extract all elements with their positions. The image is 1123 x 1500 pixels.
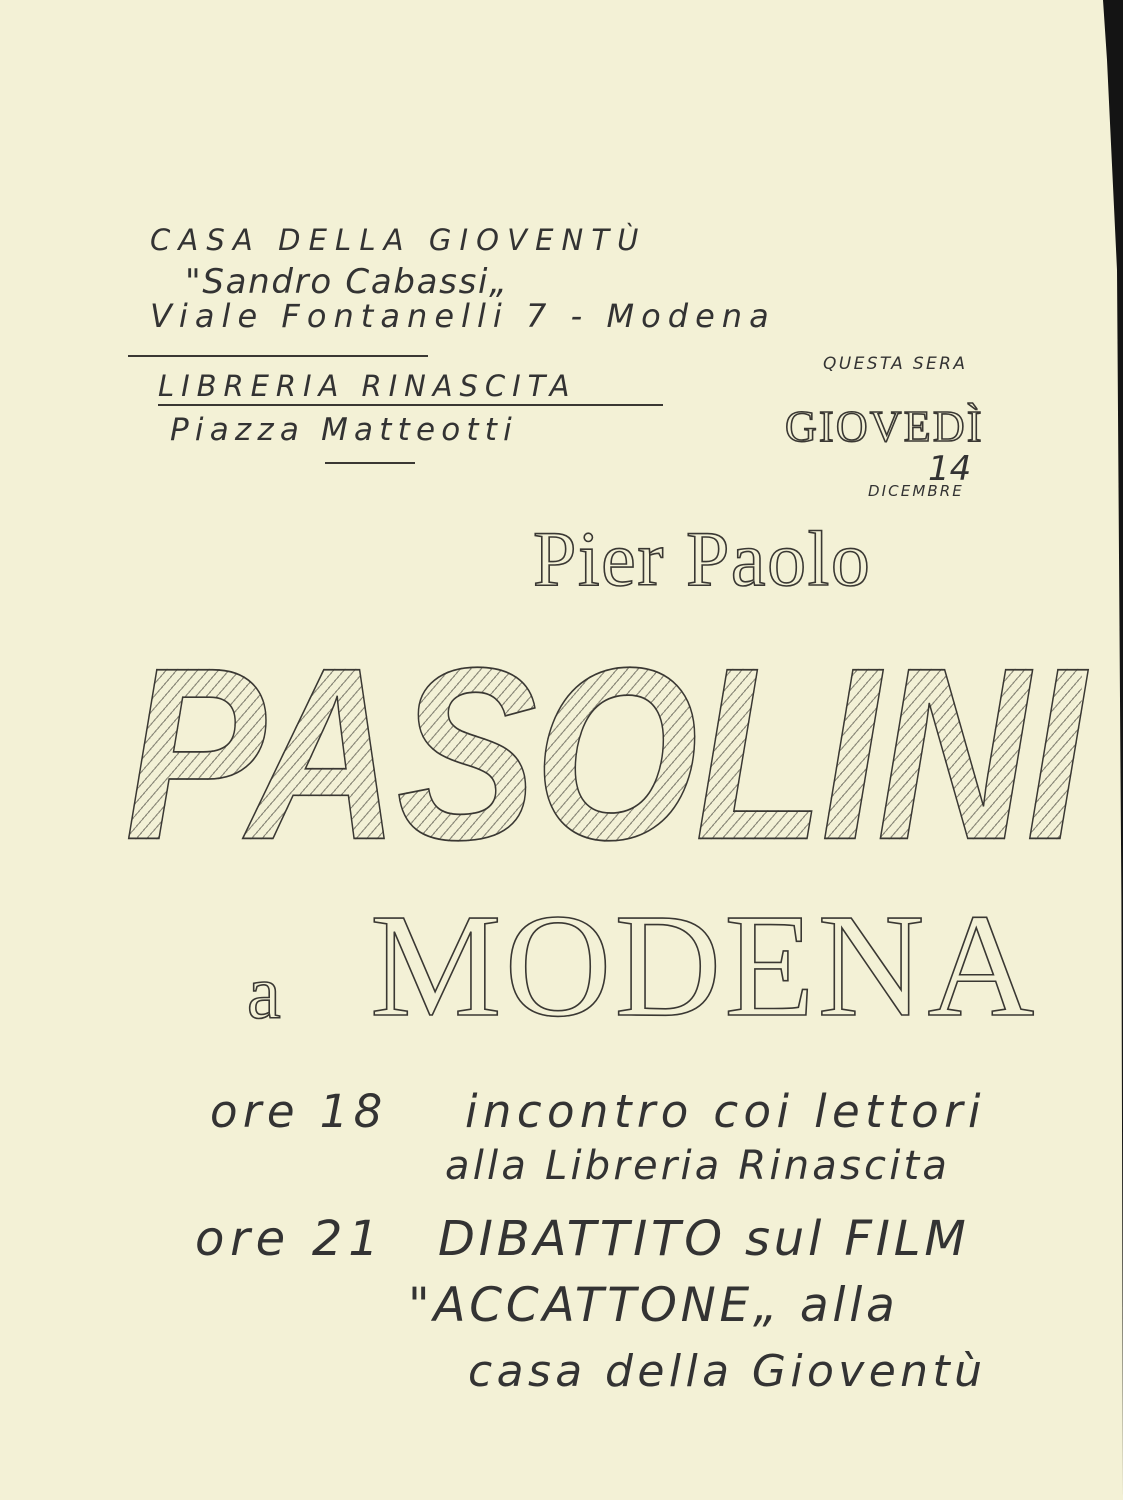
underline-rule bbox=[158, 404, 663, 406]
event-2-place: casa della Gioventù bbox=[468, 1346, 987, 1397]
speaker-first-name: Pier Paolo bbox=[533, 515, 872, 602]
city-prefix: a bbox=[247, 951, 281, 1035]
date-month: DICEMBRE bbox=[868, 482, 964, 500]
event-1-description: incontro coi lettori bbox=[465, 1085, 986, 1138]
date-evening-label: QUESTA SERA bbox=[823, 354, 968, 374]
organizer-name: CASA DELLA GIOVENTÙ bbox=[150, 223, 647, 257]
date-day: 14 bbox=[928, 449, 972, 489]
organizer-subtitle: "Sandro Cabassi„ bbox=[185, 262, 509, 302]
date-weekday: GIOVEDÌ bbox=[785, 402, 984, 451]
city-name: MODENA bbox=[370, 884, 1038, 1048]
bookshop-address: Piazza Matteotti bbox=[170, 412, 518, 448]
bookshop-name: LIBRERIA RINASCITA bbox=[158, 369, 577, 403]
divider-rule bbox=[128, 355, 428, 357]
event-2-time: ore 21 bbox=[195, 1211, 385, 1267]
event-2-film: "ACCATTONE„ alla bbox=[408, 1278, 899, 1333]
organizer-address: Viale Fontanelli 7 - Modena bbox=[150, 297, 776, 335]
event-1-time: ore 18 bbox=[210, 1085, 388, 1138]
event-2-description: DIBATTITO sul FILM bbox=[438, 1211, 970, 1267]
event-1-place: alla Libreria Rinascita bbox=[445, 1143, 951, 1189]
speaker-surname: PASOLINI bbox=[125, 617, 1082, 891]
underline-rule bbox=[325, 462, 415, 464]
headline-block bbox=[125, 617, 1123, 917]
